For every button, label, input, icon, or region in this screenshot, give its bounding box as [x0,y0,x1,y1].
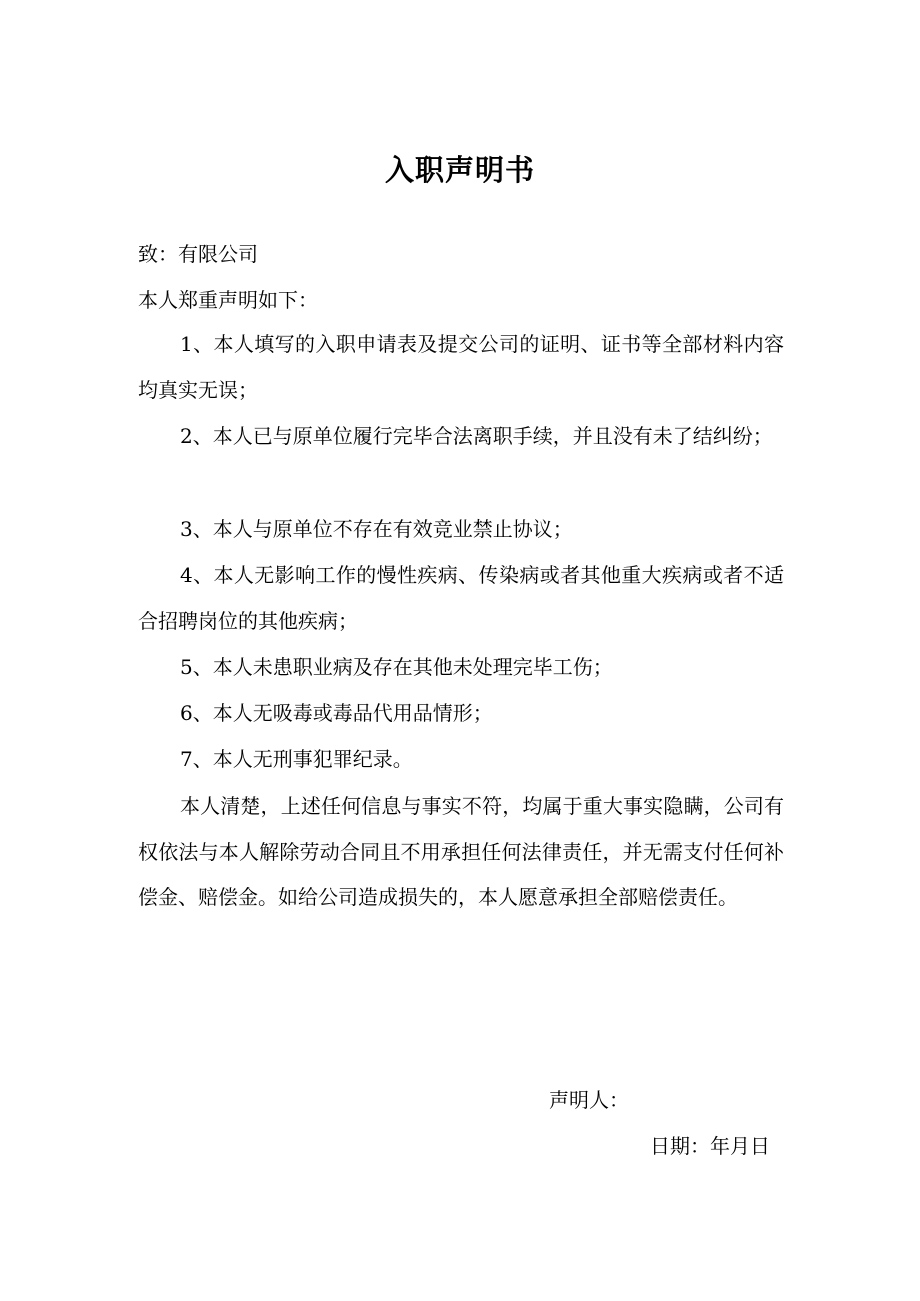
declaration-item-6: 6、本人无吸毒或毒品代用品情形； [180,701,493,725]
declaration-item-1: 1、本人填写的入职申请表及提交公司的证明、证书等全部材料内容均真实无误； [138,332,784,402]
intro-line: 本人郑重声明如下： [138,288,318,312]
addressee-line: 致：有限公司 [138,242,258,266]
declaration-item-5: 5、本人未患职业病及存在其他未处理完毕工伤； [180,655,613,679]
date-label: 日期：年月日 [650,1134,770,1158]
document-title: 入职声明书 [384,153,535,187]
declaration-item-3: 3、本人与原单位不存在有效竞业禁止协议； [180,517,573,541]
declaration-item-7: 7、本人无刑事犯罪纪录。 [180,747,413,771]
declarant-label: 声明人： [549,1088,629,1112]
closing-paragraph: 本人清楚，上述任何信息与事实不符，均属于重大事实隐瞒，公司有权依法与本人解除劳动合同且不用承担任何法律责任，并无需支付任何补偿金、赔偿金。如给公司造成损失的，本人愿意承担全部赔偿责任。 [138,794,784,909]
declaration-item-4: 4、本人无影响工作的慢性疾病、传染病或者其他重大疾病或者不适合招聘岗位的其他疾病； [138,563,784,633]
declaration-item-2: 2、本人已与原单位履行完毕合法离职手续，并且没有未了结纠纷； [180,424,773,448]
